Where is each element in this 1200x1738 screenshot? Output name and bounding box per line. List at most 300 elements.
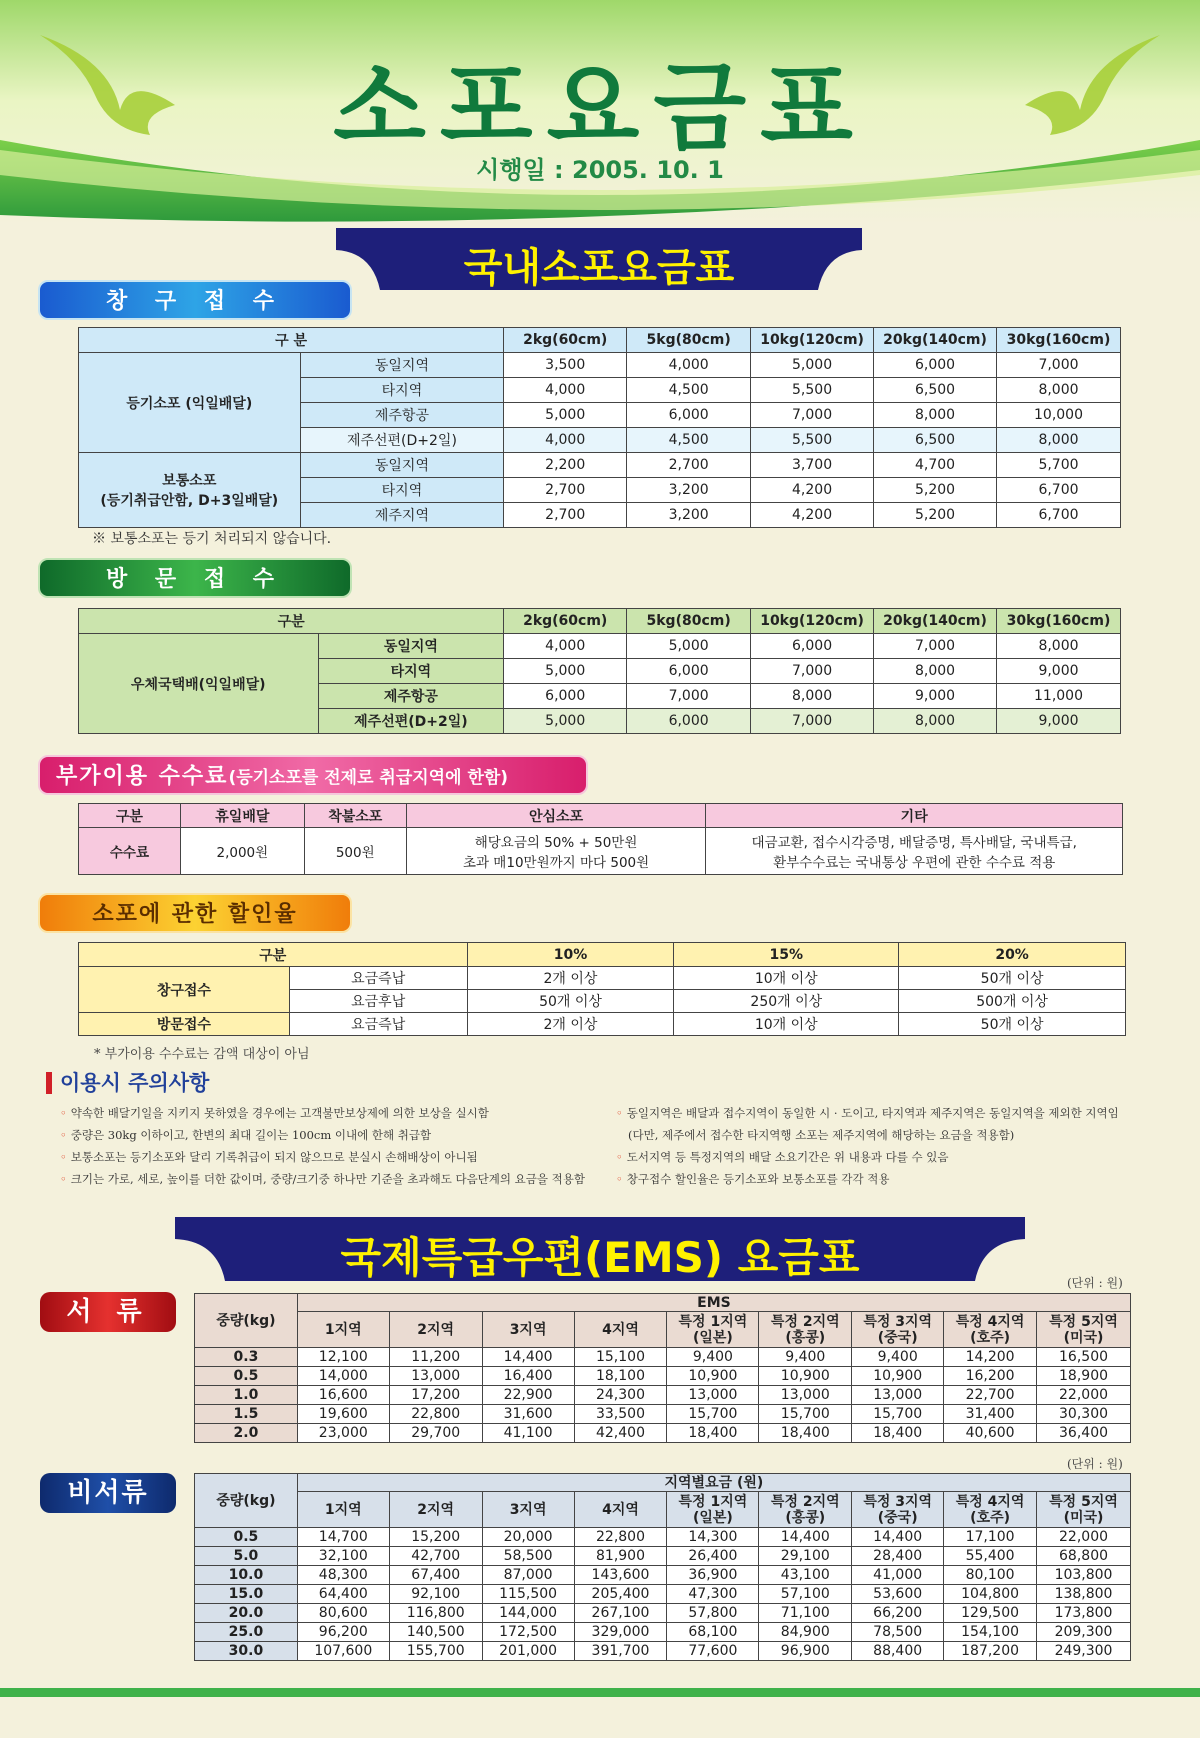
zone-header: [574, 1312, 667, 1348]
rate-cell: 15,700: [759, 1405, 852, 1424]
rate-cell: 14,400: [852, 1528, 944, 1547]
group-header: EMS: [297, 1294, 1130, 1312]
rate-cell: 18,400: [759, 1424, 852, 1443]
col-header: 안심소포: [406, 804, 706, 828]
zone-name: 특정 3지역: [863, 1493, 933, 1510]
rate-cell: 138,800: [1037, 1585, 1131, 1604]
weight-cell: 0.5: [195, 1367, 298, 1386]
zone-header: [389, 1492, 482, 1528]
bullet-icon: ◦: [60, 1172, 67, 1186]
rate-cell: 53,600: [852, 1585, 944, 1604]
row-label: 타지역: [300, 478, 504, 503]
nondocs-body: [195, 1528, 1131, 1661]
caution-item: [60, 1102, 610, 1124]
rate-cell: 36,400: [1037, 1424, 1131, 1443]
weight-cell: 5.0: [195, 1547, 298, 1566]
rate-cell: 14,400: [482, 1348, 574, 1367]
group-registered: 등기소포 (익일배달): [79, 353, 301, 453]
cell: 2,700: [504, 503, 627, 528]
nondocs-label: 비서류: [40, 1473, 176, 1513]
row-label: 타지역: [318, 659, 504, 684]
rate-cell: 96,200: [297, 1623, 389, 1642]
caution-item: [616, 1102, 1186, 1124]
cell: 6,500: [874, 378, 997, 403]
rate-cell: 15,700: [667, 1405, 759, 1424]
group-ordinary-line1: 보통소포: [162, 473, 217, 489]
rate-cell: 24,300: [574, 1386, 667, 1405]
zone-header-row: [195, 1492, 1131, 1528]
cell: 2개 이상: [467, 967, 674, 990]
cell: 7,000: [751, 403, 874, 428]
rate-cell: 23,000: [297, 1424, 389, 1443]
counter-note: ※ 보통소포는 등기 처리되지 않습니다.: [92, 531, 332, 547]
caution-item: [60, 1168, 610, 1190]
visit-rate-table: [78, 608, 1121, 734]
ems-banner-title: 국제특급우편(EMS) 요금표: [340, 1233, 860, 1282]
zone-header: [852, 1312, 944, 1348]
rate-cell: 104,800: [944, 1585, 1037, 1604]
footer-band: [0, 1688, 1200, 1697]
zone-header: [944, 1492, 1037, 1528]
zone-name: 특정 1지역: [678, 1313, 748, 1330]
rate-cell: 329,000: [574, 1623, 667, 1642]
rate-cell: 81,900: [574, 1547, 667, 1566]
cell: 500개 이상: [899, 990, 1126, 1013]
cell: 6,000: [751, 634, 874, 659]
zone-country: (홍콩): [785, 1509, 826, 1526]
rate-cell: 14,400: [759, 1528, 852, 1547]
cell: 2,700: [504, 478, 627, 503]
table-row: [195, 1386, 1131, 1405]
rate-cell: 9,400: [852, 1348, 944, 1367]
caution-text: 크기는 가로, 세로, 높이를 더한 값이며, 중량/크기중 하나만 기준을 초과해도 다음단계의 요금을 적용함: [70, 1172, 585, 1186]
group-ordinary-line2: (등기취급안함, D+3일배달): [100, 493, 279, 509]
weight-header: 중량(kg): [195, 1474, 298, 1528]
rate-cell: 115,500: [482, 1585, 574, 1604]
group-courier: 우체국택배(익일배달): [79, 634, 319, 734]
group-visit: 방문접수: [79, 1013, 290, 1036]
rate-cell: 13,000: [759, 1386, 852, 1405]
rate-cell: 47,300: [667, 1585, 759, 1604]
rate-cell: 87,000: [482, 1566, 574, 1585]
rate-cell: 20,000: [482, 1528, 574, 1547]
cell-safe: [406, 828, 706, 875]
ems-banner: [175, 1217, 1025, 1281]
zone-name: 1지역: [324, 1321, 362, 1338]
group-ordinary: [79, 453, 301, 528]
rate-cell: 26,400: [667, 1547, 759, 1566]
zone-name: 특정 1지역: [678, 1493, 748, 1510]
zone-name: 2지역: [417, 1501, 455, 1518]
col-header: 15%: [674, 943, 899, 967]
cell: 6,000: [627, 709, 751, 734]
fees-section-label: [38, 755, 588, 795]
cell: 5,000: [504, 659, 627, 684]
page-title: 소포요금표: [333, 52, 867, 164]
cell: 5,000: [504, 709, 627, 734]
rate-cell: 96,900: [759, 1642, 852, 1661]
rate-cell: 14,300: [667, 1528, 759, 1547]
group-counter: 창구접수: [79, 967, 290, 1013]
rate-cell: 48,300: [297, 1566, 389, 1585]
rate-cell: 41,000: [852, 1566, 944, 1585]
rate-cell: 144,000: [482, 1604, 574, 1623]
rate-cell: 249,300: [1037, 1642, 1131, 1661]
cell: 4,500: [627, 378, 751, 403]
caution-item: [60, 1146, 610, 1168]
ems-nondocs-table: [194, 1473, 1131, 1661]
col-header: 기타: [706, 804, 1123, 828]
zone-header: [297, 1492, 389, 1528]
rate-cell: 28,400: [852, 1547, 944, 1566]
col-header: 구분: [79, 609, 504, 634]
row-label: 요금후납: [289, 990, 467, 1013]
zone-header: [482, 1492, 574, 1528]
rate-cell: 13,000: [852, 1386, 944, 1405]
weight-cell: 0.3: [195, 1348, 298, 1367]
row-label: 요금즉납: [289, 967, 467, 990]
col-header: 2kg(60cm): [504, 609, 627, 634]
caution-item: [616, 1146, 1186, 1168]
zone-country: (일본): [692, 1509, 733, 1526]
weight-cell: 25.0: [195, 1623, 298, 1642]
bullet-icon: ◦: [60, 1150, 67, 1164]
rate-cell: 22,000: [1037, 1528, 1131, 1547]
col-header: 10%: [467, 943, 674, 967]
zone-header: [759, 1492, 852, 1528]
counter-section-label: 창 구 접 수: [38, 280, 352, 320]
rate-cell: 17,200: [389, 1386, 482, 1405]
row-label: 제주항공: [300, 403, 504, 428]
rate-cell: 36,900: [667, 1566, 759, 1585]
cell: 4,200: [751, 503, 874, 528]
cell: 4,200: [751, 478, 874, 503]
cell: 8,000: [874, 709, 997, 734]
rate-cell: 40,600: [944, 1424, 1037, 1443]
bullet-icon: ◦: [616, 1106, 623, 1120]
cell: 5,000: [627, 634, 751, 659]
rate-cell: 22,900: [482, 1386, 574, 1405]
rate-cell: 17,100: [944, 1528, 1037, 1547]
zone-name: 특정 4지역: [955, 1313, 1025, 1330]
zone-name: 특정 3지역: [863, 1313, 933, 1330]
rate-cell: 80,100: [944, 1566, 1037, 1585]
col-header: 5kg(80cm): [627, 328, 751, 353]
zone-country: (미국): [1063, 1509, 1104, 1526]
zone-name: 특정 5지역: [1049, 1493, 1118, 1510]
cell: 8,000: [997, 428, 1121, 453]
rate-cell: 77,600: [667, 1642, 759, 1661]
col-header: 30kg(160cm): [997, 328, 1121, 353]
rate-cell: 16,400: [482, 1367, 574, 1386]
cell: 10,000: [997, 403, 1121, 428]
effective-date: 시행일 : 2005. 10. 1: [476, 156, 724, 184]
rate-cell: 18,400: [667, 1424, 759, 1443]
rate-cell: 12,100: [297, 1348, 389, 1367]
cell: 2개 이상: [467, 1013, 674, 1036]
zone-name: 4지역: [602, 1321, 639, 1338]
rate-cell: 32,100: [297, 1547, 389, 1566]
zone-country: (홍콩): [785, 1329, 826, 1346]
zone-name: 1지역: [324, 1501, 362, 1518]
cell: 6,700: [997, 503, 1121, 528]
weight-header: 중량(kg): [195, 1294, 298, 1348]
row-label: 제주지역: [300, 503, 504, 528]
row-label: 수수료: [79, 828, 181, 875]
rate-cell: 10,900: [852, 1367, 944, 1386]
zone-country: (호주): [970, 1329, 1011, 1346]
rate-cell: 19,600: [297, 1405, 389, 1424]
cell-cod: 500원: [304, 828, 406, 875]
bullet-icon: ◦: [616, 1172, 623, 1186]
rate-cell: 15,100: [574, 1348, 667, 1367]
col-header: 2kg(60cm): [504, 328, 627, 353]
cell: 6,700: [997, 478, 1121, 503]
rate-cell: 55,400: [944, 1547, 1037, 1566]
cell: 6,000: [627, 659, 751, 684]
col-header: 구분: [79, 804, 181, 828]
rate-cell: 64,400: [297, 1585, 389, 1604]
weight-cell: 30.0: [195, 1642, 298, 1661]
rate-cell: 22,800: [389, 1405, 482, 1424]
zone-name: 3지역: [509, 1321, 547, 1338]
rate-cell: 391,700: [574, 1642, 667, 1661]
visit-section-label: 방 문 접 수: [38, 558, 352, 598]
cell: 5,200: [874, 478, 997, 503]
cell: 5,700: [997, 453, 1121, 478]
zone-name: 특정 2지역: [770, 1493, 840, 1510]
cell: 9,000: [997, 709, 1121, 734]
cell: 8,000: [874, 659, 997, 684]
cell: 250개 이상: [674, 990, 899, 1013]
bullet-icon: ◦: [616, 1150, 623, 1164]
row-label: 타지역: [300, 378, 504, 403]
docs-label: 서 류: [40, 1292, 176, 1332]
rate-cell: 43,100: [759, 1566, 852, 1585]
fees-label: 부가이용 수수료: [56, 764, 229, 789]
cell: 8,000: [751, 684, 874, 709]
zone-header: [667, 1312, 759, 1348]
rate-cell: 58,500: [482, 1547, 574, 1566]
row-label: 동일지역: [300, 453, 504, 478]
cell: 5,200: [874, 503, 997, 528]
table-row: [195, 1424, 1131, 1443]
zone-country: (중국): [877, 1329, 918, 1346]
cell: 10개 이상: [674, 967, 899, 990]
table-row: [195, 1623, 1131, 1642]
weight-cell: 10.0: [195, 1566, 298, 1585]
zone-name: 3지역: [509, 1501, 547, 1518]
rate-cell: 140,500: [389, 1623, 482, 1642]
rate-cell: 66,200: [852, 1604, 944, 1623]
zone-header: [1037, 1492, 1131, 1528]
weight-cell: 0.5: [195, 1528, 298, 1547]
cell: 3,700: [751, 453, 874, 478]
zone-header: [759, 1312, 852, 1348]
rate-cell: 92,100: [389, 1585, 482, 1604]
rate-cell: 267,100: [574, 1604, 667, 1623]
rate-cell: 42,700: [389, 1547, 482, 1566]
rate-cell: 103,800: [1037, 1566, 1131, 1585]
col-header: 20kg(140cm): [874, 609, 997, 634]
cell: 5,000: [751, 353, 874, 378]
weight-cell: 1.0: [195, 1386, 298, 1405]
domestic-banner: [336, 228, 862, 290]
table-row: [195, 1585, 1131, 1604]
rate-cell: 67,400: [389, 1566, 482, 1585]
rate-cell: 31,600: [482, 1405, 574, 1424]
rate-cell: 22,700: [944, 1386, 1037, 1405]
zone-country: (호주): [970, 1509, 1010, 1526]
zone-name: 특정 4지역: [955, 1493, 1025, 1510]
rate-cell: 209,300: [1037, 1623, 1131, 1642]
col-header: 10kg(120cm): [751, 609, 874, 634]
zone-country: (미국): [1063, 1329, 1104, 1346]
rate-cell: 201,000: [482, 1642, 574, 1661]
rate-cell: 9,400: [759, 1348, 852, 1367]
bullet-icon: ◦: [60, 1128, 67, 1142]
rate-cell: 15,200: [389, 1528, 482, 1547]
rate-cell: 173,800: [1037, 1604, 1131, 1623]
col-header: 5kg(80cm): [627, 609, 751, 634]
safe-line1: 해당요금의 50% + 50만원: [474, 835, 638, 851]
rate-cell: 42,400: [574, 1424, 667, 1443]
cell: 10개 이상: [674, 1013, 899, 1036]
rate-cell: 31,400: [944, 1405, 1037, 1424]
cell: 2,700: [627, 453, 751, 478]
table-row: [195, 1348, 1131, 1367]
row-label: 제주선편(D+2일): [318, 709, 504, 734]
zone-name: 특정 5지역: [1049, 1313, 1118, 1330]
cautions-left: [60, 1102, 610, 1190]
rate-cell: 13,000: [389, 1367, 482, 1386]
rate-cell: 22,800: [574, 1528, 667, 1547]
cell: 6,500: [874, 428, 997, 453]
rate-cell: 107,600: [297, 1642, 389, 1661]
cell: 50개 이상: [899, 967, 1126, 990]
rate-cell: 57,800: [667, 1604, 759, 1623]
discount-table: [78, 942, 1126, 1036]
rate-cell: 16,600: [297, 1386, 389, 1405]
caution-text: 중량은 30kg 이하이고, 한변의 최대 길이는 100cm 이내에 한해 취급함: [70, 1128, 432, 1142]
rate-cell: 14,700: [297, 1528, 389, 1547]
cell: 50개 이상: [899, 1013, 1126, 1036]
rate-cell: 68,100: [667, 1623, 759, 1642]
zone-country: (일본): [692, 1329, 733, 1346]
rate-cell: 129,500: [944, 1604, 1037, 1623]
cell: 3,200: [627, 503, 751, 528]
safe-line2: 초과 매10만원까지 마다 500원: [462, 855, 650, 871]
col-header: 10kg(120cm): [751, 328, 874, 353]
rate-cell: 11,200: [389, 1348, 482, 1367]
caution-text: 창구접수 할인율은 등기소포와 보통소포를 각각 적용: [626, 1172, 890, 1186]
rate-cell: 9,400: [667, 1348, 759, 1367]
zone-country: (중국): [877, 1509, 918, 1526]
discount-note: * 부가이용 수수료는 감액 대상이 아님: [94, 1047, 310, 1062]
rate-cell: 18,100: [574, 1367, 667, 1386]
bullet-icon: ◦: [60, 1106, 67, 1120]
table-row: [195, 1642, 1131, 1661]
rate-cell: 116,800: [389, 1604, 482, 1623]
cell: 6,000: [627, 403, 751, 428]
rate-cell: 29,700: [389, 1424, 482, 1443]
cautions-title: 이용시 주의사항: [46, 1072, 209, 1094]
cell: 3,200: [627, 478, 751, 503]
rate-cell: 187,200: [944, 1642, 1037, 1661]
cell: 6,000: [874, 353, 997, 378]
rate-cell: 155,700: [389, 1642, 482, 1661]
zone-header-row: [195, 1312, 1131, 1348]
table-row: [195, 1405, 1131, 1424]
caution-text: (다만, 제주에서 접수한 타지역행 소포는 제주지역에 해당하는 요금을 적용함): [628, 1128, 1015, 1142]
rate-cell: 78,500: [852, 1623, 944, 1642]
rate-cell: 33,500: [574, 1405, 667, 1424]
zone-header: [667, 1492, 759, 1528]
row-label: 제주선편(D+2일): [300, 428, 504, 453]
rate-cell: 10,900: [759, 1367, 852, 1386]
cell: 7,000: [874, 634, 997, 659]
rate-cell: 71,100: [759, 1604, 852, 1623]
cell: 8,000: [997, 634, 1121, 659]
weight-cell: 1.5: [195, 1405, 298, 1424]
zone-header: [389, 1312, 482, 1348]
rate-cell: 14,000: [297, 1367, 389, 1386]
rate-cell: 22,000: [1037, 1386, 1131, 1405]
caution-text: 보통소포는 등기소포와 달리 기록취급이 되지 않으므로 분실시 손해배상이 아니됨: [70, 1150, 478, 1164]
table-row: [195, 1547, 1131, 1566]
zone-header: [482, 1312, 574, 1348]
zone-name: 4지역: [602, 1501, 639, 1518]
rate-cell: 172,500: [482, 1623, 574, 1642]
cell: 9,000: [874, 684, 997, 709]
cell: 7,000: [751, 659, 874, 684]
table-row: [195, 1604, 1131, 1623]
group-header: 지역별요금 (원): [297, 1474, 1130, 1492]
cell-etc: [706, 828, 1123, 875]
rate-cell: 29,100: [759, 1547, 852, 1566]
zone-header: [1037, 1312, 1131, 1348]
ems-docs-table: [194, 1293, 1131, 1443]
rate-cell: 18,900: [1037, 1367, 1131, 1386]
cell: 4,000: [504, 378, 627, 403]
counter-rate-table: [78, 327, 1121, 528]
cell: 4,000: [504, 428, 627, 453]
cell: 50개 이상: [467, 990, 674, 1013]
discount-section-label: 소포에 관한 할인율: [38, 893, 352, 933]
cell: 4,000: [504, 634, 627, 659]
weight-cell: 20.0: [195, 1604, 298, 1623]
rate-cell: 13,000: [667, 1386, 759, 1405]
weight-cell: 2.0: [195, 1424, 298, 1443]
etc-line2: 환부수수료는 국내통상 우편에 관한 수수료 적용: [773, 855, 1056, 871]
rate-cell: 84,900: [759, 1623, 852, 1642]
zone-header: [574, 1492, 667, 1528]
col-header: 휴일배달: [180, 804, 304, 828]
col-header: 30kg(160cm): [997, 609, 1121, 634]
caution-item: [616, 1124, 1186, 1146]
rate-cell: 10,900: [667, 1367, 759, 1386]
rate-cell: 30,300: [1037, 1405, 1131, 1424]
cell: 7,000: [627, 684, 751, 709]
rate-cell: 16,500: [1037, 1348, 1131, 1367]
zone-header: [297, 1312, 389, 1348]
domestic-banner-title: 국내소포요금표: [463, 245, 735, 291]
table-row: [195, 1528, 1131, 1547]
row-label: 동일지역: [300, 353, 504, 378]
caution-text: 동일지역은 배달과 접수지역이 동일한 시 · 도이고, 타지역과 제주지역은 동일지역을 제외한 지역임: [626, 1106, 1119, 1120]
row-label: 동일지역: [318, 634, 504, 659]
fees-label-sub: (등기소포를 전제로 취급지역에 한함): [228, 768, 509, 788]
